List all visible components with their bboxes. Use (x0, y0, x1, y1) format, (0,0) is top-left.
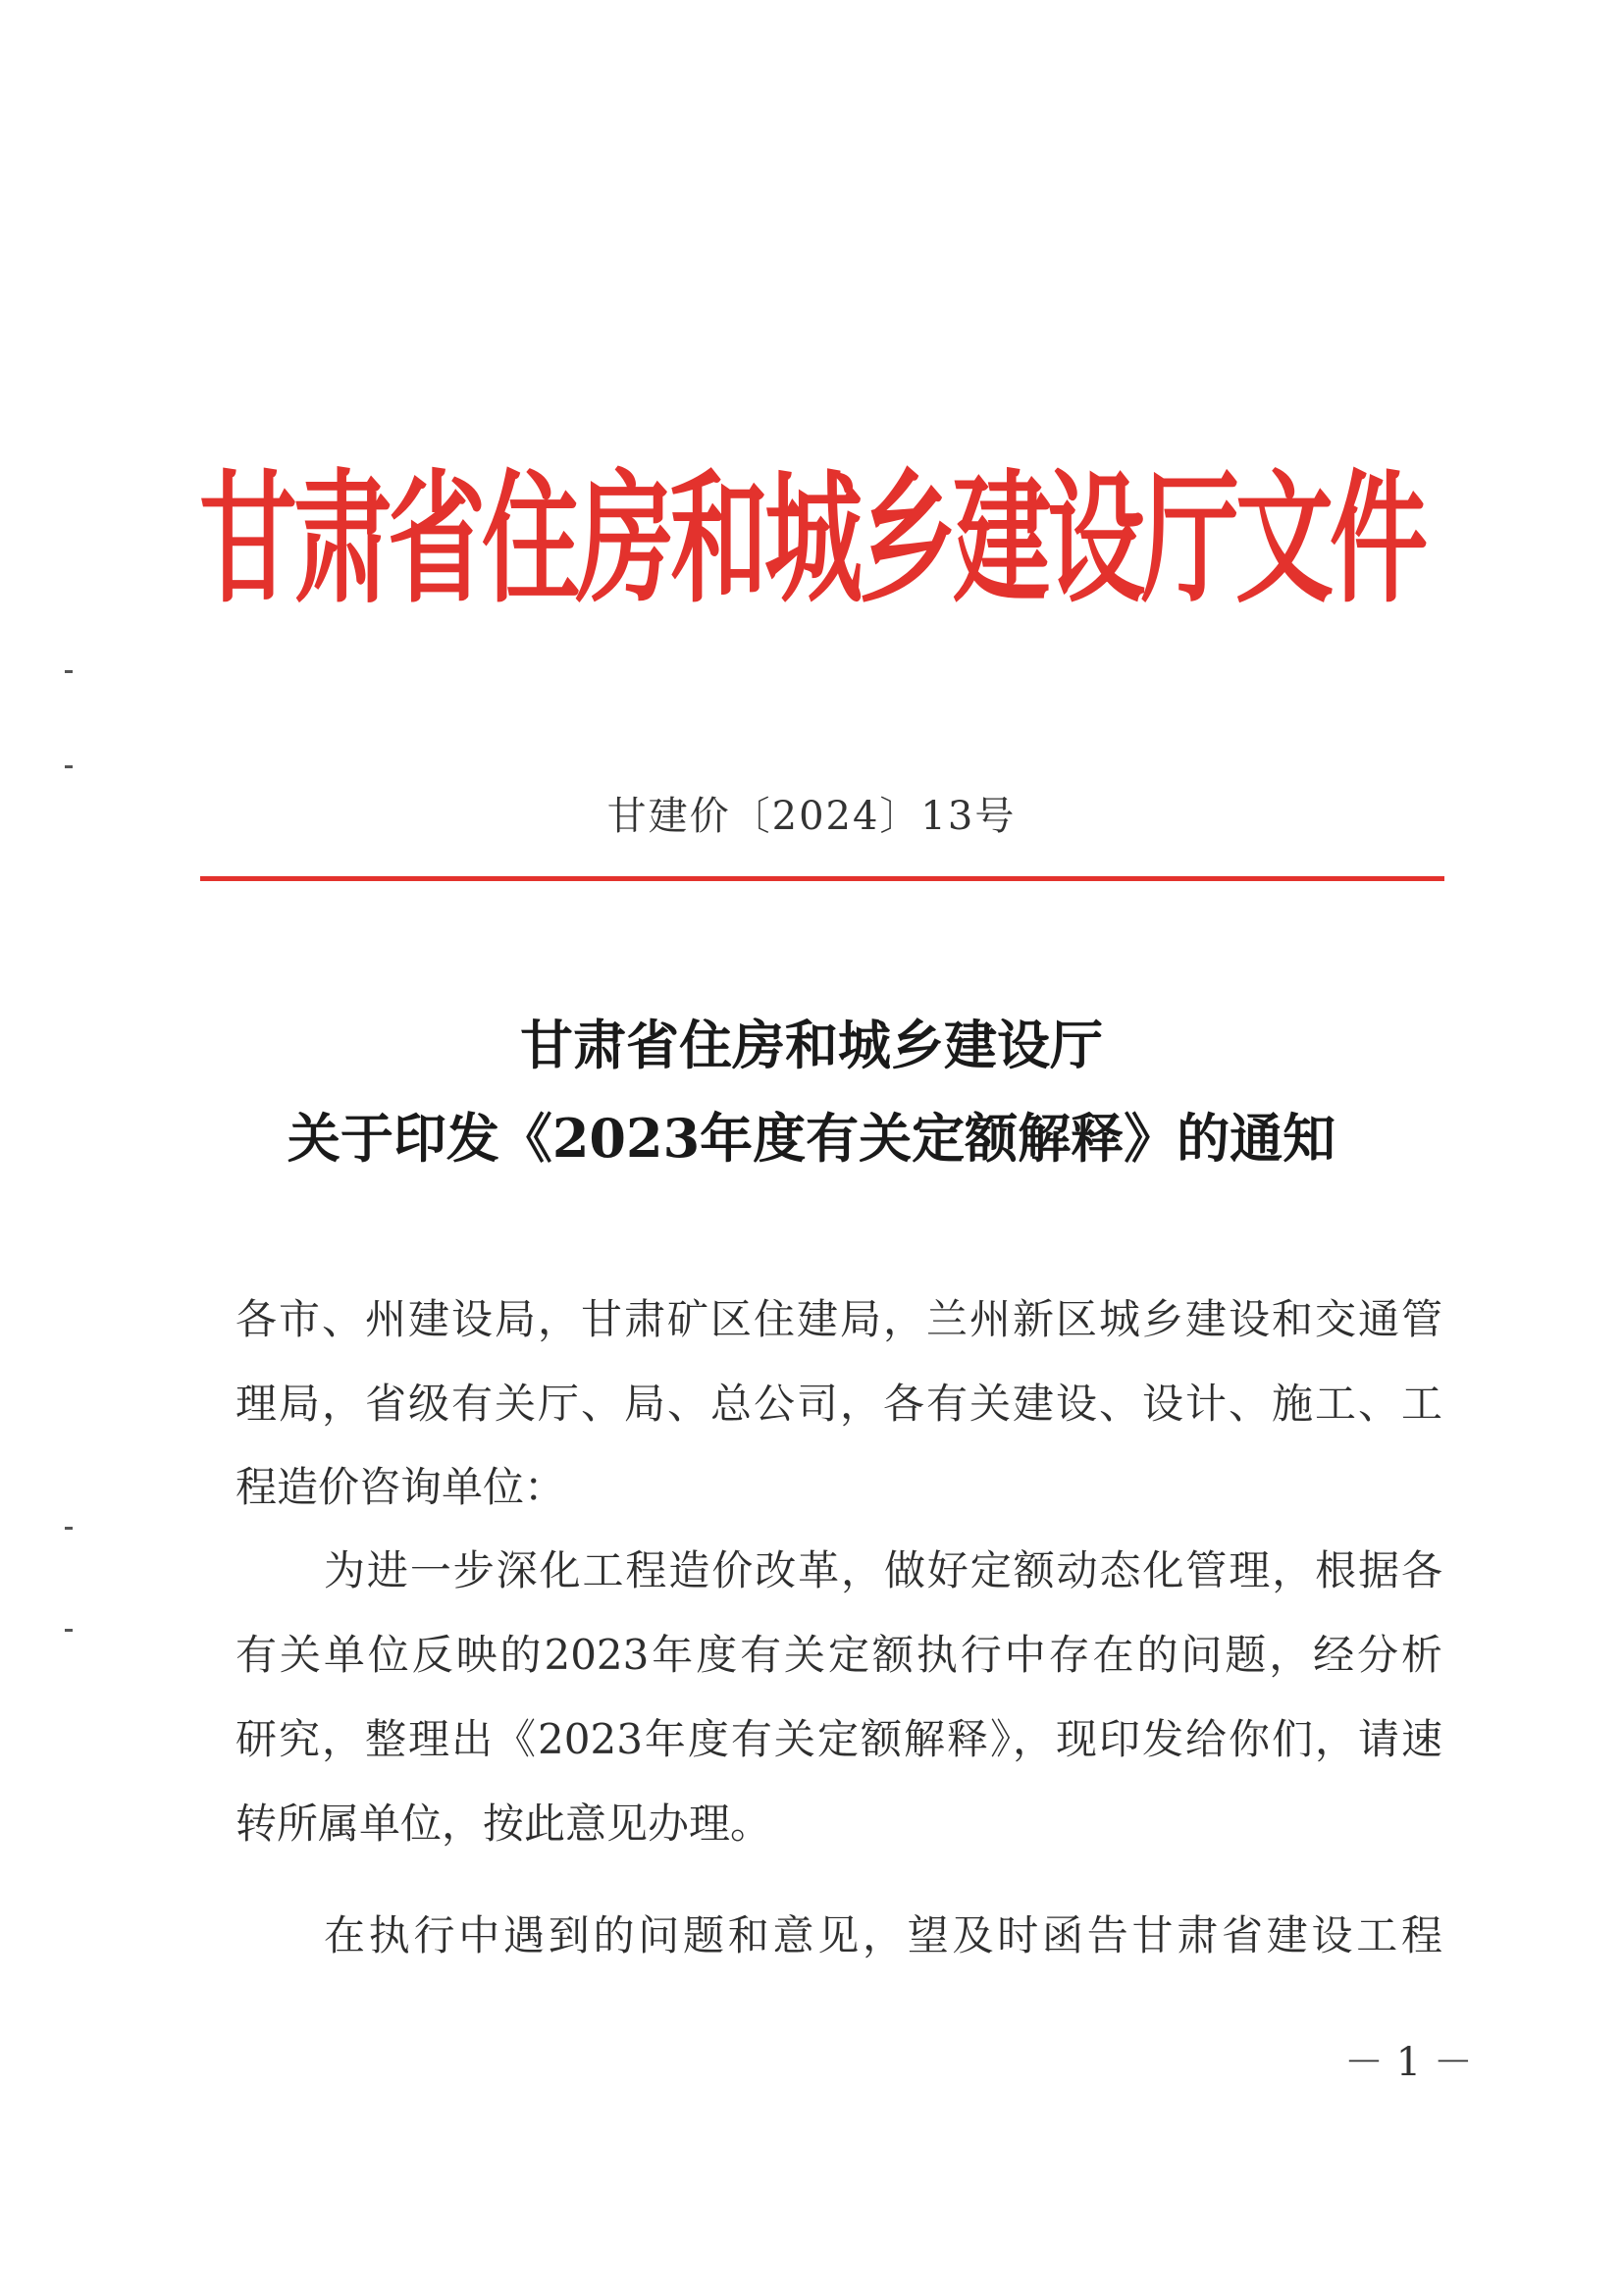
body-line: 各市、州建设局，甘肃矿区住建局，兰州新区城乡建设和交通管 (236, 1295, 1442, 1343)
scan-mark (65, 1629, 73, 1632)
scan-mark (65, 670, 73, 673)
page-number: － 1 － (1344, 2040, 1473, 2085)
red-divider-line (200, 876, 1444, 881)
body-line: 在执行中遇到的问题和意见，望及时函告甘肃省建设工程 (324, 1911, 1442, 1959)
red-header-file-title: 甘肃省住房和城乡建设厅文件 (199, 455, 1424, 623)
body-line: 转所属单位，按此意见办理。 (236, 1800, 772, 1848)
body-line: 为进一步深化工程造价改革，做好定额动态化管理，根据各 (324, 1546, 1442, 1594)
notice-title-line-2: 关于印发《2023年度有关定额解释》的通知 (287, 1107, 1336, 1170)
scan-mark (65, 765, 73, 768)
notice-title-line-1: 甘肃省住房和城乡建设厅 (520, 1014, 1103, 1076)
body-line: 理局，省级有关厅、局、总公司，各有关建设、设计、施工、工 (236, 1380, 1442, 1428)
body-line: 程造价咨询单位： (236, 1463, 566, 1511)
body-line: 有关单位反映的2023年度有关定额执行中存在的问题，经分析 (236, 1631, 1442, 1679)
document-number: 甘建价〔2024〕13号 (606, 794, 1017, 839)
body-line: 研究，整理出《2023年度有关定额解释》，现印发给你们，请速 (236, 1715, 1442, 1763)
scan-mark (65, 1527, 73, 1530)
